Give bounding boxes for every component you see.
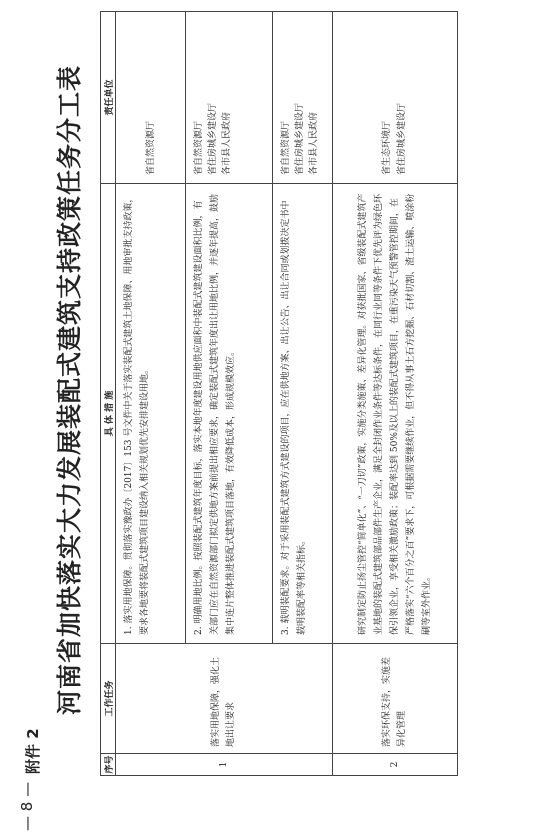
- header-unit: 责任单位: [101, 12, 116, 184]
- annex-label: 附件 2: [24, 728, 42, 774]
- header-measures: 具 体 措 施: [101, 184, 116, 644]
- row-no: 1: [116, 754, 333, 776]
- unit-item: 省自然资源厅: [145, 120, 156, 175]
- header-no: 序号: [101, 754, 116, 776]
- unit-item: 省自然资源厅 省住房城乡建设厅 各市县人民政府: [272, 12, 332, 183]
- task-division-table: [100, 11, 458, 776]
- page-number: — 8 —: [18, 781, 36, 831]
- row-measure: 研究制定防止扬尘管控“简单化”、“一刀切”政策，实施分类施策、差异化管理。对获批国家、省级装配式建筑产业基地的装配式建筑部品部件生产企业，满足全封闭作业条件等达标条件，在同行业同等条件下优先评为绿色环保引领企业，享受相关激励政策；装配率达到 50%及以上的装配式建筑项目，在重污染天气预警管控期间，在严格落实“六个百分之百”要求下，可根据需要继续作业，但不得从事土石方挖掘、石材切割、渣土运输、喷涂粉刷等室外作业。: [333, 184, 458, 644]
- table-row: [116, 12, 333, 776]
- document-title: 河南省加快落实大力发展装配式建筑支持政策任务分工表: [55, 65, 84, 716]
- unit-item: 省自然资源厅 省住房城乡建设厅 各市县人民政府: [185, 12, 272, 183]
- row-no: 2: [333, 754, 458, 776]
- measure-item: 3. 载明装配要求。对于采用装配式建筑方式建设的项目，应在供地方案、出让公告、出让合同或划拨决定书中载明装配率等相关指标。: [272, 184, 332, 643]
- measure-item: 2. 明确用地比例。按照装配式建筑年度目标，落实本地年度建设用地供应面积中装配式建筑建设面积比例，有关部门应在自然资源部门拟定供地方案前提出相应要求，确定装配式建筑年度出让用地比例，并逐年提高，鼓励集中连片整体推进装配式建筑项目落地，有效降低成本，形成规模效应。: [185, 184, 272, 643]
- measure-item: 1. 落实用地保障。贯彻落实豫政办〔2017〕153 号文件中关于落实装配式建筑土地保障、用地审批支持政策，要求各地要将装配式建筑项目建设纳入相关规划优先安排建设用地。: [124, 193, 150, 635]
- row-unit: 省生态环境厅 省住房城乡建设厅: [333, 12, 458, 184]
- row-task: 落实环保支持，实施差异化管理: [333, 644, 458, 754]
- table-header-row: [101, 12, 116, 776]
- table-row: [333, 12, 458, 776]
- row-units: [116, 12, 333, 184]
- header-task: 工作任务: [101, 644, 116, 754]
- row-measures: [116, 184, 333, 644]
- row-task: 落实用地保障，强化土地出让要求: [116, 644, 333, 754]
